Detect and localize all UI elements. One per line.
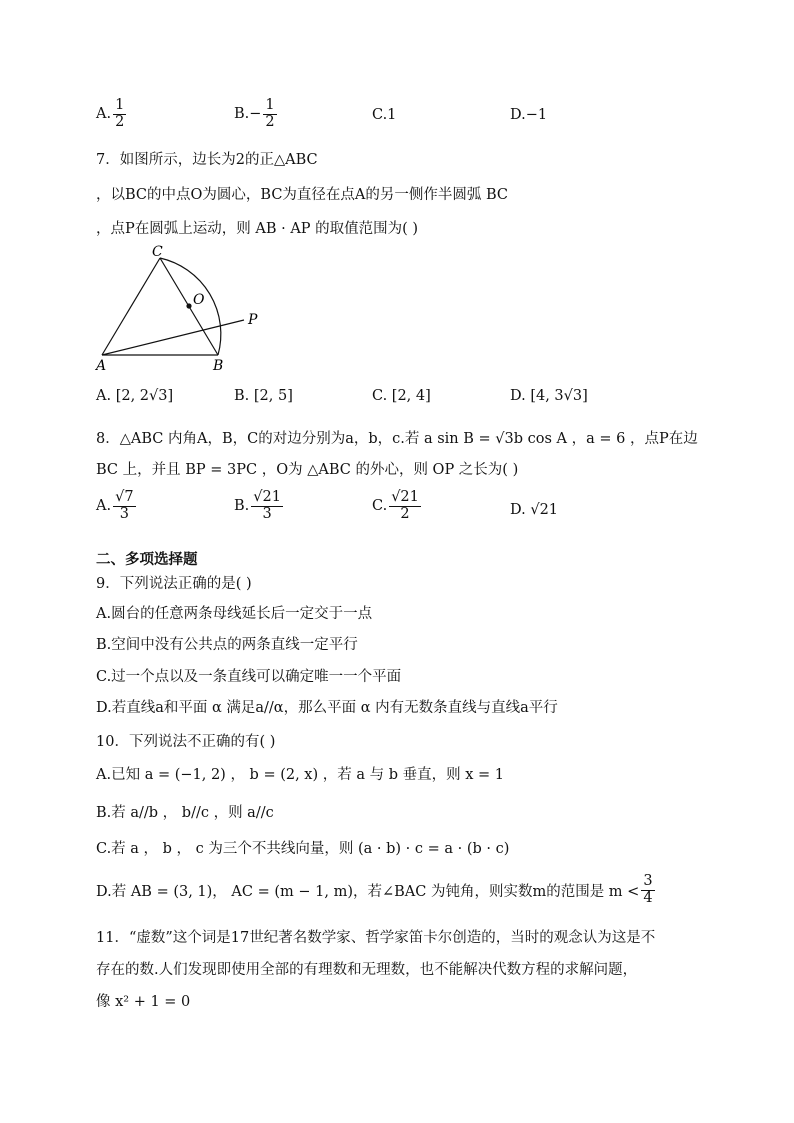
- q7-stem-line2: ，以BC的中点O为圆心，BC为直径在点A的另一侧作半圆弧 BC: [96, 187, 509, 203]
- q7-stem-line1: 7．如图所示，边长为2的正△ABC: [96, 152, 318, 168]
- label-a: A: [96, 358, 107, 374]
- q8-c-numerator: √21: [391, 489, 419, 505]
- q6-a-numerator: 1: [115, 97, 125, 113]
- label-o: O: [193, 292, 205, 308]
- q10-option-b: B.若 a//b ， b//c ，则 a//c: [96, 805, 274, 821]
- q9-option-b: B.空间中没有公共点的两条直线一定平行: [96, 637, 358, 653]
- q8-stem-line2: BC 上，并且 BP = 3PC ，O为 △ABC 的外心，则 OP 之长为( ): [96, 462, 519, 478]
- label-c: C: [152, 244, 163, 260]
- q11-line1: 11．“虚数”这个词是17世纪著名数学家、哲学家笛卡尔创造的，当时的观念认为这是不: [96, 930, 656, 946]
- q9-option-c: C.过一个点以及一条直线可以确定唯一一个平面: [96, 669, 402, 685]
- q10-option-a: A.已知 a = (−1, 2) ， b = (2, x) ，若 a 与 b 垂直，则 x = 1: [96, 767, 504, 783]
- q6-option-c: C.1: [372, 107, 397, 123]
- q6-option-a: A. $\frac{1}{2}$: [96, 97, 125, 130]
- q8-c-denominator: 2: [400, 505, 410, 522]
- q9-option-a: A.圆台的任意两条母线延长后一定交于一点: [96, 606, 373, 622]
- q7-figure: [92, 240, 272, 378]
- q6-a-denominator: 2: [115, 113, 125, 130]
- q7-stem-line3: ，点P在圆弧上运动，则 AB · AP 的取值范围为( ): [96, 221, 419, 237]
- q8-stem-line1: 8．△ABC 内角A，B，C的对边分别为a，b，c.若 a sin B = √3b cos A ，a = 6 ，点P在边: [96, 431, 698, 447]
- q7-option-a: A. [2, 2√3]: [96, 388, 174, 404]
- segment-ap: [102, 320, 244, 355]
- q11-line3: 像 x² + 1 = 0: [96, 994, 191, 1010]
- q6-option-b: B.− $\frac{1}{2}$: [234, 97, 275, 130]
- q9-stem: 9．下列说法正确的是( ): [96, 576, 252, 592]
- q11-line2: 存在的数.人们发现即使用全部的有理数和无理数，也不能解决代数方程的求解问题，: [96, 962, 638, 978]
- q8-option-a: A. $\frac{√7}{3}$: [96, 489, 134, 522]
- label-p: P: [248, 312, 258, 328]
- q8-option-d: D. √21: [510, 502, 559, 518]
- q7-option-b: B. [2, 5]: [234, 388, 293, 404]
- q8-b-numerator: √21: [253, 489, 281, 505]
- q10-d-numerator: 3: [643, 873, 653, 889]
- q6-b-denominator: 2: [265, 113, 275, 130]
- q8-a-denominator: 3: [119, 505, 129, 522]
- label-b: B: [213, 358, 224, 374]
- q10-stem: 10．下列说法不正确的有( ): [96, 734, 276, 750]
- side-ac: [102, 258, 160, 355]
- q7-option-d: D. [4, 3√3]: [510, 388, 588, 404]
- q10-option-d: D.若 AB = (3, 1)， AC = (m − 1, m)，若∠BAC 为钝角，则实数m的范围是 m < $\frac{3}{4}$: [96, 873, 653, 906]
- q8-a-numerator: √7: [115, 489, 134, 505]
- q6-b-numerator: 1: [265, 97, 275, 113]
- q8-option-c: C. $\frac{√21}{2}$: [372, 489, 419, 522]
- q6-option-d: D.−1: [510, 107, 548, 123]
- q10-option-c: C.若 a ， b ， c 为三个不共线向量，则 (a · b) · c = a · (b · c): [96, 841, 510, 857]
- center-point-o: [186, 303, 191, 308]
- section-heading: 二、多项选择题: [96, 552, 198, 568]
- q10-d-denominator: 4: [643, 889, 653, 906]
- q9-option-d: D.若直线a和平面 α 满足a//α，那么平面 α 内有无数条直线与直线a平行: [96, 700, 558, 716]
- q8-option-b: B. $\frac{√21}{3}$: [234, 489, 281, 522]
- q8-b-denominator: 3: [262, 505, 272, 522]
- q7-option-c: C. [2, 4]: [372, 388, 431, 404]
